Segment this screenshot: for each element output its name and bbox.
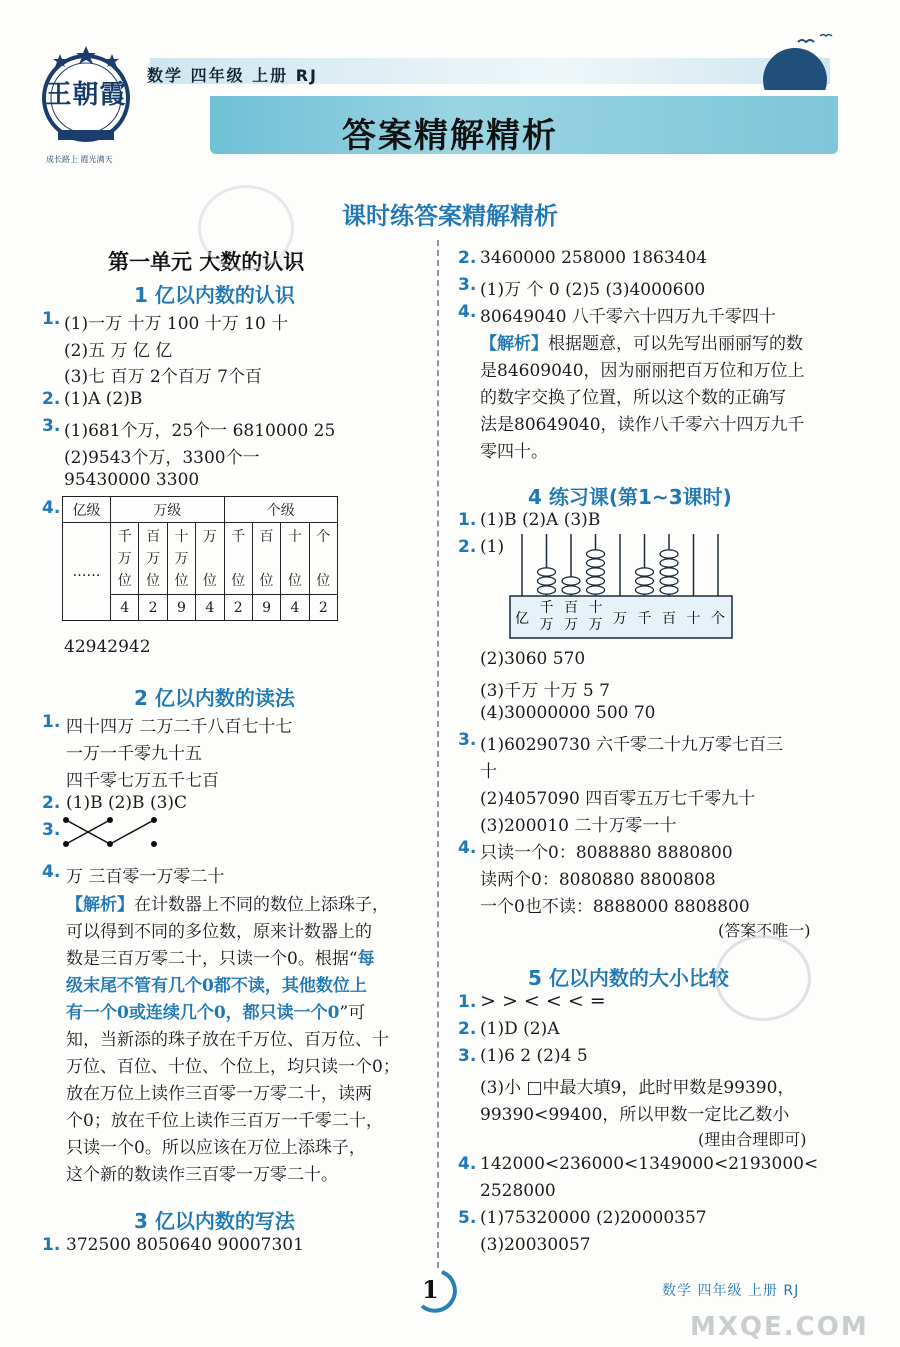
abacus-place-label: 百 [662, 611, 676, 627]
abacus-bead [660, 586, 678, 594]
abacus-place-label: 万 [564, 617, 578, 633]
answer-line: (2)9543个万，3300个一 [64, 448, 260, 468]
abacus-place-label: 个 [711, 611, 725, 627]
place-value-table [62, 496, 338, 621]
answer-line: 十 [480, 762, 497, 782]
analysis-line: 级末尾不管有几个0都不读，其他数位上 [66, 976, 367, 996]
answer-line: (1)681个万，25个一 6810000 25 [64, 421, 336, 441]
question-number: 4. [42, 498, 61, 518]
answer-line: (1)B (2)A (3)B [480, 510, 601, 530]
abacus-bead [660, 550, 678, 558]
watermark-stamp-icon [715, 935, 811, 1021]
question-number: 4. [42, 862, 61, 882]
answer-line: (2)4057090 四百零五万七千零九十 [480, 789, 756, 809]
analysis-line: 有一个0或连续几个0，都只读一个0”可 [66, 1003, 366, 1023]
brand-logo [38, 42, 134, 164]
watermark-text: MXQE.COM [690, 1312, 869, 1342]
question-number: 1. [42, 309, 61, 329]
digit-cell: 4 [281, 595, 309, 621]
abacus-place-label: 千 [539, 600, 554, 616]
place-column-label: 十 位 [281, 523, 309, 595]
abacus-place-label: 亿 [515, 611, 529, 627]
answer-line: (1)A (2)B [64, 389, 143, 409]
analysis-line: 这个新的数读作三百零一万零二十。 [66, 1165, 338, 1185]
answer-note: (答案不唯一) [718, 921, 811, 940]
analysis-line: 数是三百万零二十，只读一个0。根据“每 [66, 949, 375, 969]
place-column-label: 千 位 [224, 523, 252, 595]
abacus-bead [562, 586, 580, 594]
question-number: 1. [458, 992, 477, 1012]
analysis-line: 个0；放在千位上读作三百万一千零二十， [66, 1111, 383, 1131]
answer-line: 99390<99400，所以甲数一定比乙数小 [480, 1105, 790, 1125]
place-column-label: 个 位 [309, 523, 337, 595]
answer-line: (1)B (2)B (3)C [66, 793, 188, 813]
abacus-place-label: 万 [613, 611, 627, 627]
answer-line: 四十四万 二万二千八百七十七 [66, 717, 293, 737]
abacus-place-label: 十 [686, 611, 701, 627]
page-number-swoosh-icon [412, 1268, 468, 1314]
question-number: 5. [458, 1208, 477, 1228]
question-number: 3. [458, 275, 477, 295]
answer-line: (4)30000000 500 70 [480, 703, 656, 723]
abacus-bead [636, 577, 654, 585]
question-number: 3. [458, 730, 477, 750]
place-column-label: 百 位 [252, 523, 280, 595]
abacus-place-label: 百 [564, 600, 578, 616]
subject-line: 数学 四年级 上册 RJ [147, 66, 318, 85]
sunset-icon [740, 30, 850, 90]
answer-line: 80649040 八千零六十四万九千零四十 [480, 307, 776, 327]
abacus-place-label: 万 [539, 617, 554, 633]
abacus-bead [538, 577, 556, 585]
abacus-bead [660, 568, 678, 576]
digit-cell: 4 [196, 595, 224, 621]
answer-line: > > < < < = [480, 990, 606, 1012]
answer-line: (1)一万 十万 100 十万 10 十 [64, 314, 289, 334]
page-title: 答案精解精析 [342, 116, 558, 156]
analysis-tag: 【解析】 [480, 334, 548, 354]
place-column-label: 千 万 位 [111, 523, 139, 595]
analysis-line: 【解析】根据题意，可以先写出丽丽写的数 [480, 334, 803, 354]
answer-line: (3)七 百万 2个百万 7个百 [64, 367, 262, 387]
answer-line: (3)20030057 [480, 1235, 591, 1255]
answer-line: (1) [480, 537, 505, 557]
answer-line: (2)3060 570 [480, 649, 586, 669]
unit-title: 第一单元 大数的认识 [108, 250, 305, 274]
abacus-bead [587, 568, 605, 576]
answer-line: 只读一个0：8088880 8880800 [480, 843, 733, 863]
answer-line: 42942942 [64, 637, 151, 657]
page-header [0, 0, 900, 165]
analysis-line: 法是80649040，读作八千零六十四万九千 [480, 415, 805, 435]
table-header-wan: 万级 [111, 497, 224, 523]
abacus-bead [587, 577, 605, 585]
digit-cell: 2 [224, 595, 252, 621]
abacus-bead [587, 559, 605, 567]
abacus-place-label: 十 [588, 600, 603, 616]
answer-line: 读两个0：8080880 8800808 [480, 870, 716, 890]
answer-line: 四千零七万五千七百 [66, 771, 219, 791]
answer-line: (1)万 个 0 (2)5 (3)4000600 [480, 280, 706, 300]
digit-cell: 9 [167, 595, 195, 621]
question-number: 1. [42, 1235, 61, 1255]
digit-cell: 2 [139, 595, 167, 621]
logo-text: 王朝霞 [45, 80, 127, 110]
abacus-bead [587, 550, 605, 558]
abacus-bead [587, 586, 605, 594]
question-number: 1. [458, 510, 477, 530]
answer-line: 一万一千零九十五 [66, 744, 202, 764]
lesson-3-title: 3 亿以内数的写法 [134, 1209, 295, 1233]
column-divider [437, 240, 439, 1268]
answer-line: (3)200010 二十万零一十 [480, 816, 677, 836]
place-column-label: 十 万 位 [167, 523, 195, 595]
matching-lines-diagram [60, 814, 160, 850]
logo-tagline: 成长路上 霞光满天 [46, 155, 113, 164]
question-number: 4. [458, 1154, 477, 1174]
question-number: 2. [458, 537, 477, 557]
place-column-label: 百 万 位 [139, 523, 167, 595]
lesson-4-title: 4 练习课(第1~3课时) [528, 485, 732, 509]
abacus-place-label: 千 [637, 611, 652, 627]
answer-note: (理由合理即可) [698, 1130, 807, 1149]
abacus-diagram [508, 530, 734, 642]
question-number: 2. [458, 248, 477, 268]
analysis-line: 是84609040，因为丽丽把百万位和万位上 [480, 361, 805, 381]
place-column-label: 万 位 [196, 523, 224, 595]
answer-line: 一个0也不读：8888000 8808800 [480, 897, 750, 917]
analysis-line: 零四十。 [480, 442, 548, 462]
abacus-bead [538, 568, 556, 576]
lesson-1-title: 1 亿以内数的认识 [134, 283, 295, 307]
answer-line: 万 三百零一万零二十 [66, 867, 225, 887]
answer-line: (3)小 □中最大填9，此时甲数是99390， [480, 1078, 795, 1098]
analysis-line: 放在万位上读作三百零一万零二十，读两 [66, 1084, 372, 1104]
digit-cell: 2 [309, 595, 337, 621]
abacus-bead [636, 568, 654, 576]
answer-line: (1)75320000 (2)20000357 [480, 1208, 707, 1228]
table-header-yi: 亿级 [63, 497, 111, 523]
abacus-bead [660, 577, 678, 585]
question-number: 2. [42, 389, 61, 409]
lesson-2-title: 2 亿以内数的读法 [134, 686, 295, 710]
answer-line: 2528000 [480, 1181, 556, 1201]
answer-line: (3)千万 十万 5 7 [480, 681, 610, 701]
question-number: 3. [42, 416, 61, 436]
table-ellipsis: …… [63, 523, 111, 621]
question-number: 1. [42, 712, 61, 732]
page-number: 1 [422, 1275, 439, 1304]
analysis-line: 可以得到不同的多位数，原来计数器上的 [66, 922, 372, 942]
abacus-place-label: 万 [588, 617, 603, 633]
question-number: 2. [458, 1019, 477, 1039]
abacus-bead [562, 577, 580, 585]
abacus-bead [538, 586, 556, 594]
analysis-line: 的数字交换了位置，所以这个数的正确写 [480, 388, 786, 408]
analysis-tag: 【解析】 [66, 895, 134, 915]
section-title: 课时练答案精解精析 [342, 202, 558, 230]
question-number: 2. [42, 793, 61, 813]
answer-line: (1)60290730 六千零二十九万零七百三 [480, 735, 784, 755]
answer-line: (1)6 2 (2)4 5 [480, 1046, 588, 1066]
footer-subject: 数学 四年级 上册 RJ [662, 1283, 800, 1299]
answer-line: (2)五 万 亿 亿 [64, 341, 173, 361]
digit-cell: 4 [111, 595, 139, 621]
answer-line: 372500 8050640 90007301 [66, 1235, 304, 1255]
question-number: 4. [458, 302, 477, 322]
answer-line: 95430000 3300 [64, 470, 200, 490]
analysis-line: 只读一个0。所以应该在万位上添珠子， [66, 1138, 366, 1158]
answer-line: 3460000 258000 1863404 [480, 248, 708, 268]
analysis-line: 知，当新添的珠子放在千万位、百万位、十 [66, 1030, 389, 1050]
answer-line: 142000<236000<1349000<2193000< [480, 1154, 819, 1174]
question-number: 3. [42, 820, 61, 840]
question-number: 3. [458, 1046, 477, 1066]
answer-line: (1)D (2)A [480, 1019, 560, 1039]
analysis-line: 万位、百位、十位、个位上，均只读一个0； [66, 1057, 400, 1077]
table-header-ge: 个级 [224, 497, 337, 523]
abacus-bead [636, 586, 654, 594]
abacus-bead [660, 559, 678, 567]
analysis-line: 【解析】在计数器上不同的数位上添珠子， [66, 895, 389, 915]
watermark-stamp-icon [198, 185, 294, 271]
lesson-5-title: 5 亿以内数的大小比较 [528, 966, 729, 990]
question-number: 4. [458, 838, 477, 858]
digit-cell: 9 [252, 595, 280, 621]
